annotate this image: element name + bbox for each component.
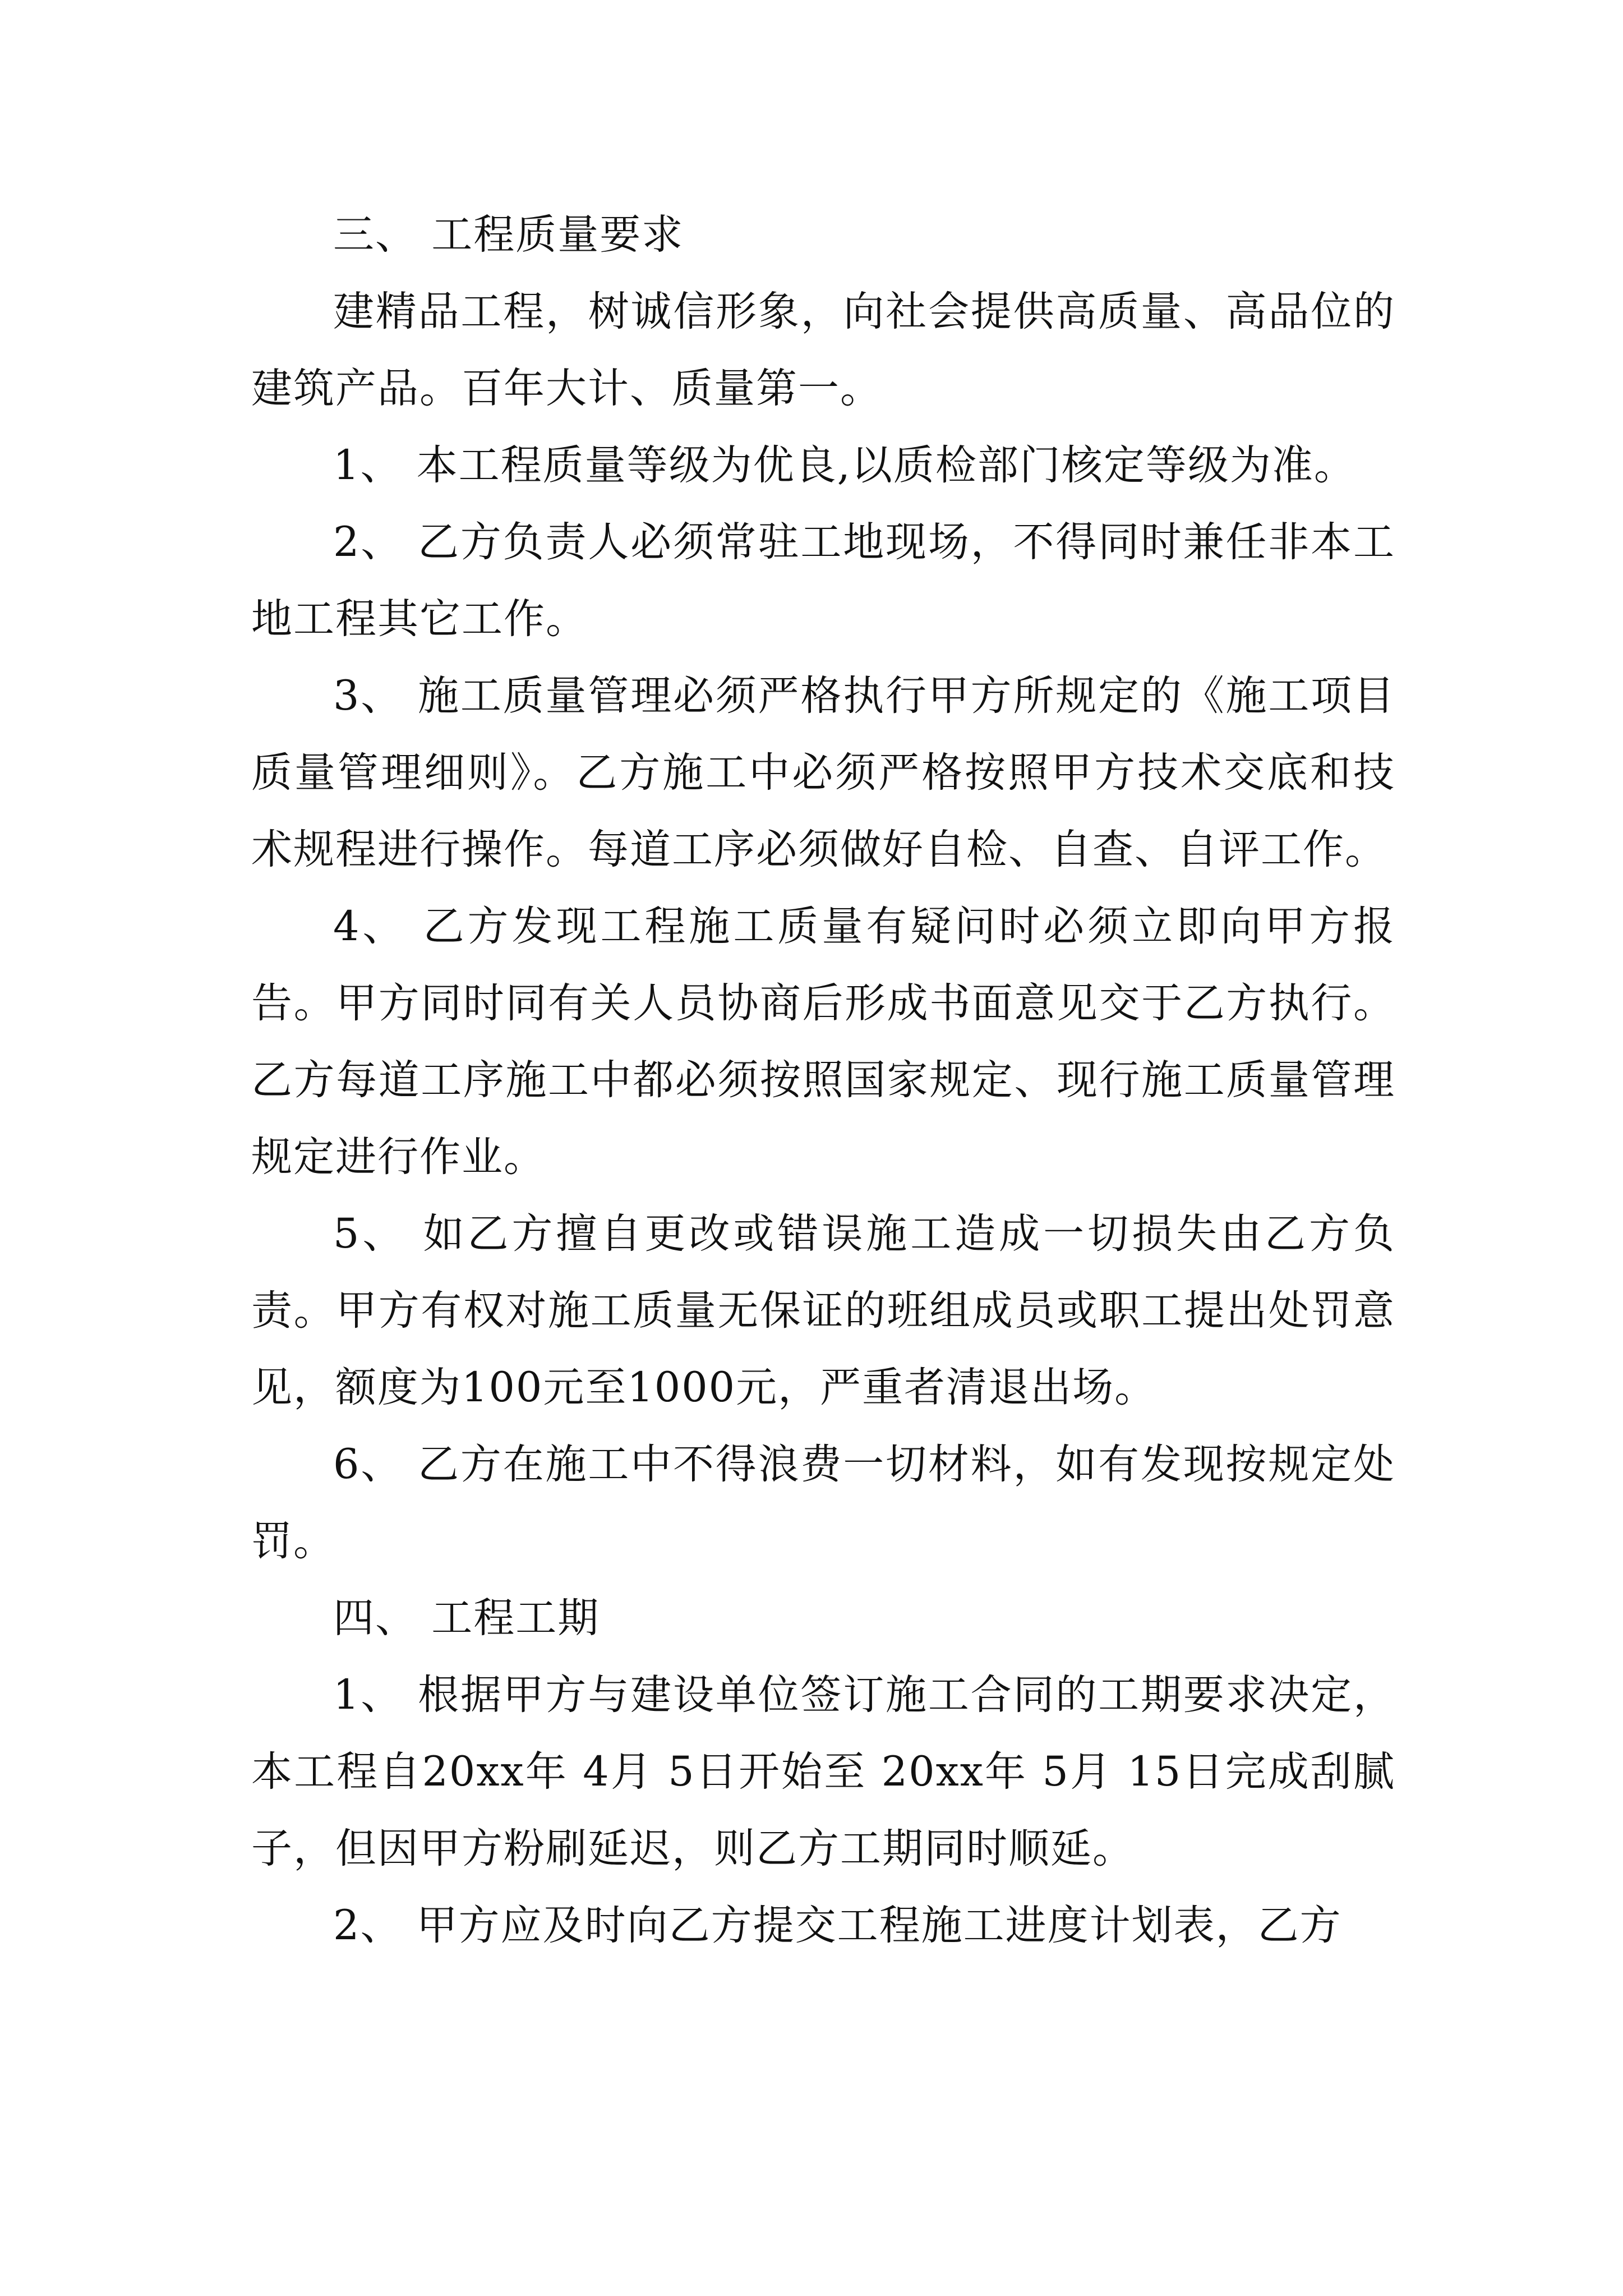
section-3-item-2: 2、 乙方负责人必须常驻工地现场，不得同时兼任非本工地工程其它工作。 <box>251 518 1395 643</box>
section-3-item-3: 3、 施工质量管理必须严格执行甲方所规定的《施工项目质量管理细则》。乙方施工中必须严格按照甲方技术交底和技术规程进行操作。每道工序必须做好自检、自查、自评工作。 <box>251 672 1395 873</box>
section-3-item-1: 1、 本工程质量等级为优良,以质检部门核定等级为准。 <box>333 441 1356 489</box>
document-page <box>251 196 1395 1964</box>
section-4-item-2: 2、 甲方应及时向乙方提交工程施工进度计划表，乙方 <box>333 1902 1342 1949</box>
section-3-intro: 建精品工程，树诚信形象，向社会提供高质量、高品位的建筑产品。百年大计、质量第一。 <box>251 288 1395 412</box>
section-3-item-4: 4、 乙方发现工程施工质量有疑问时必须立即向甲方报告。甲方同时同有关人员协商后形成书面意见交于乙方执行。乙方每道工序施工中都必须按照国家规定、现行施工质量管理规定进行作业。 <box>251 903 1395 1181</box>
section-3-item-5: 5、 如乙方擅自更改或错误施工造成一切损失由乙方负责。甲方有权对施工质量无保证的班组成员或职工提出处罚意见，额度为100元至1000元，严重者清退出场。 <box>251 1210 1395 1411</box>
section-3-heading: 三、 工程质量要求 <box>333 211 684 259</box>
section-3-item-6: 6、 乙方在施工中不得浪费一切材料，如有发现按规定处罚。 <box>251 1441 1395 1565</box>
section-4-item-1: 1、 根据甲方与建设单位签订施工合同的工期要求决定，本工程自20xx年 4月 5日开始至 20xx年 5月 15日完成刮腻子，但因甲方粉刷延迟，则乙方工期同时顺延。 <box>251 1671 1395 1872</box>
section-4-heading: 四、 工程工期 <box>333 1594 600 1642</box>
